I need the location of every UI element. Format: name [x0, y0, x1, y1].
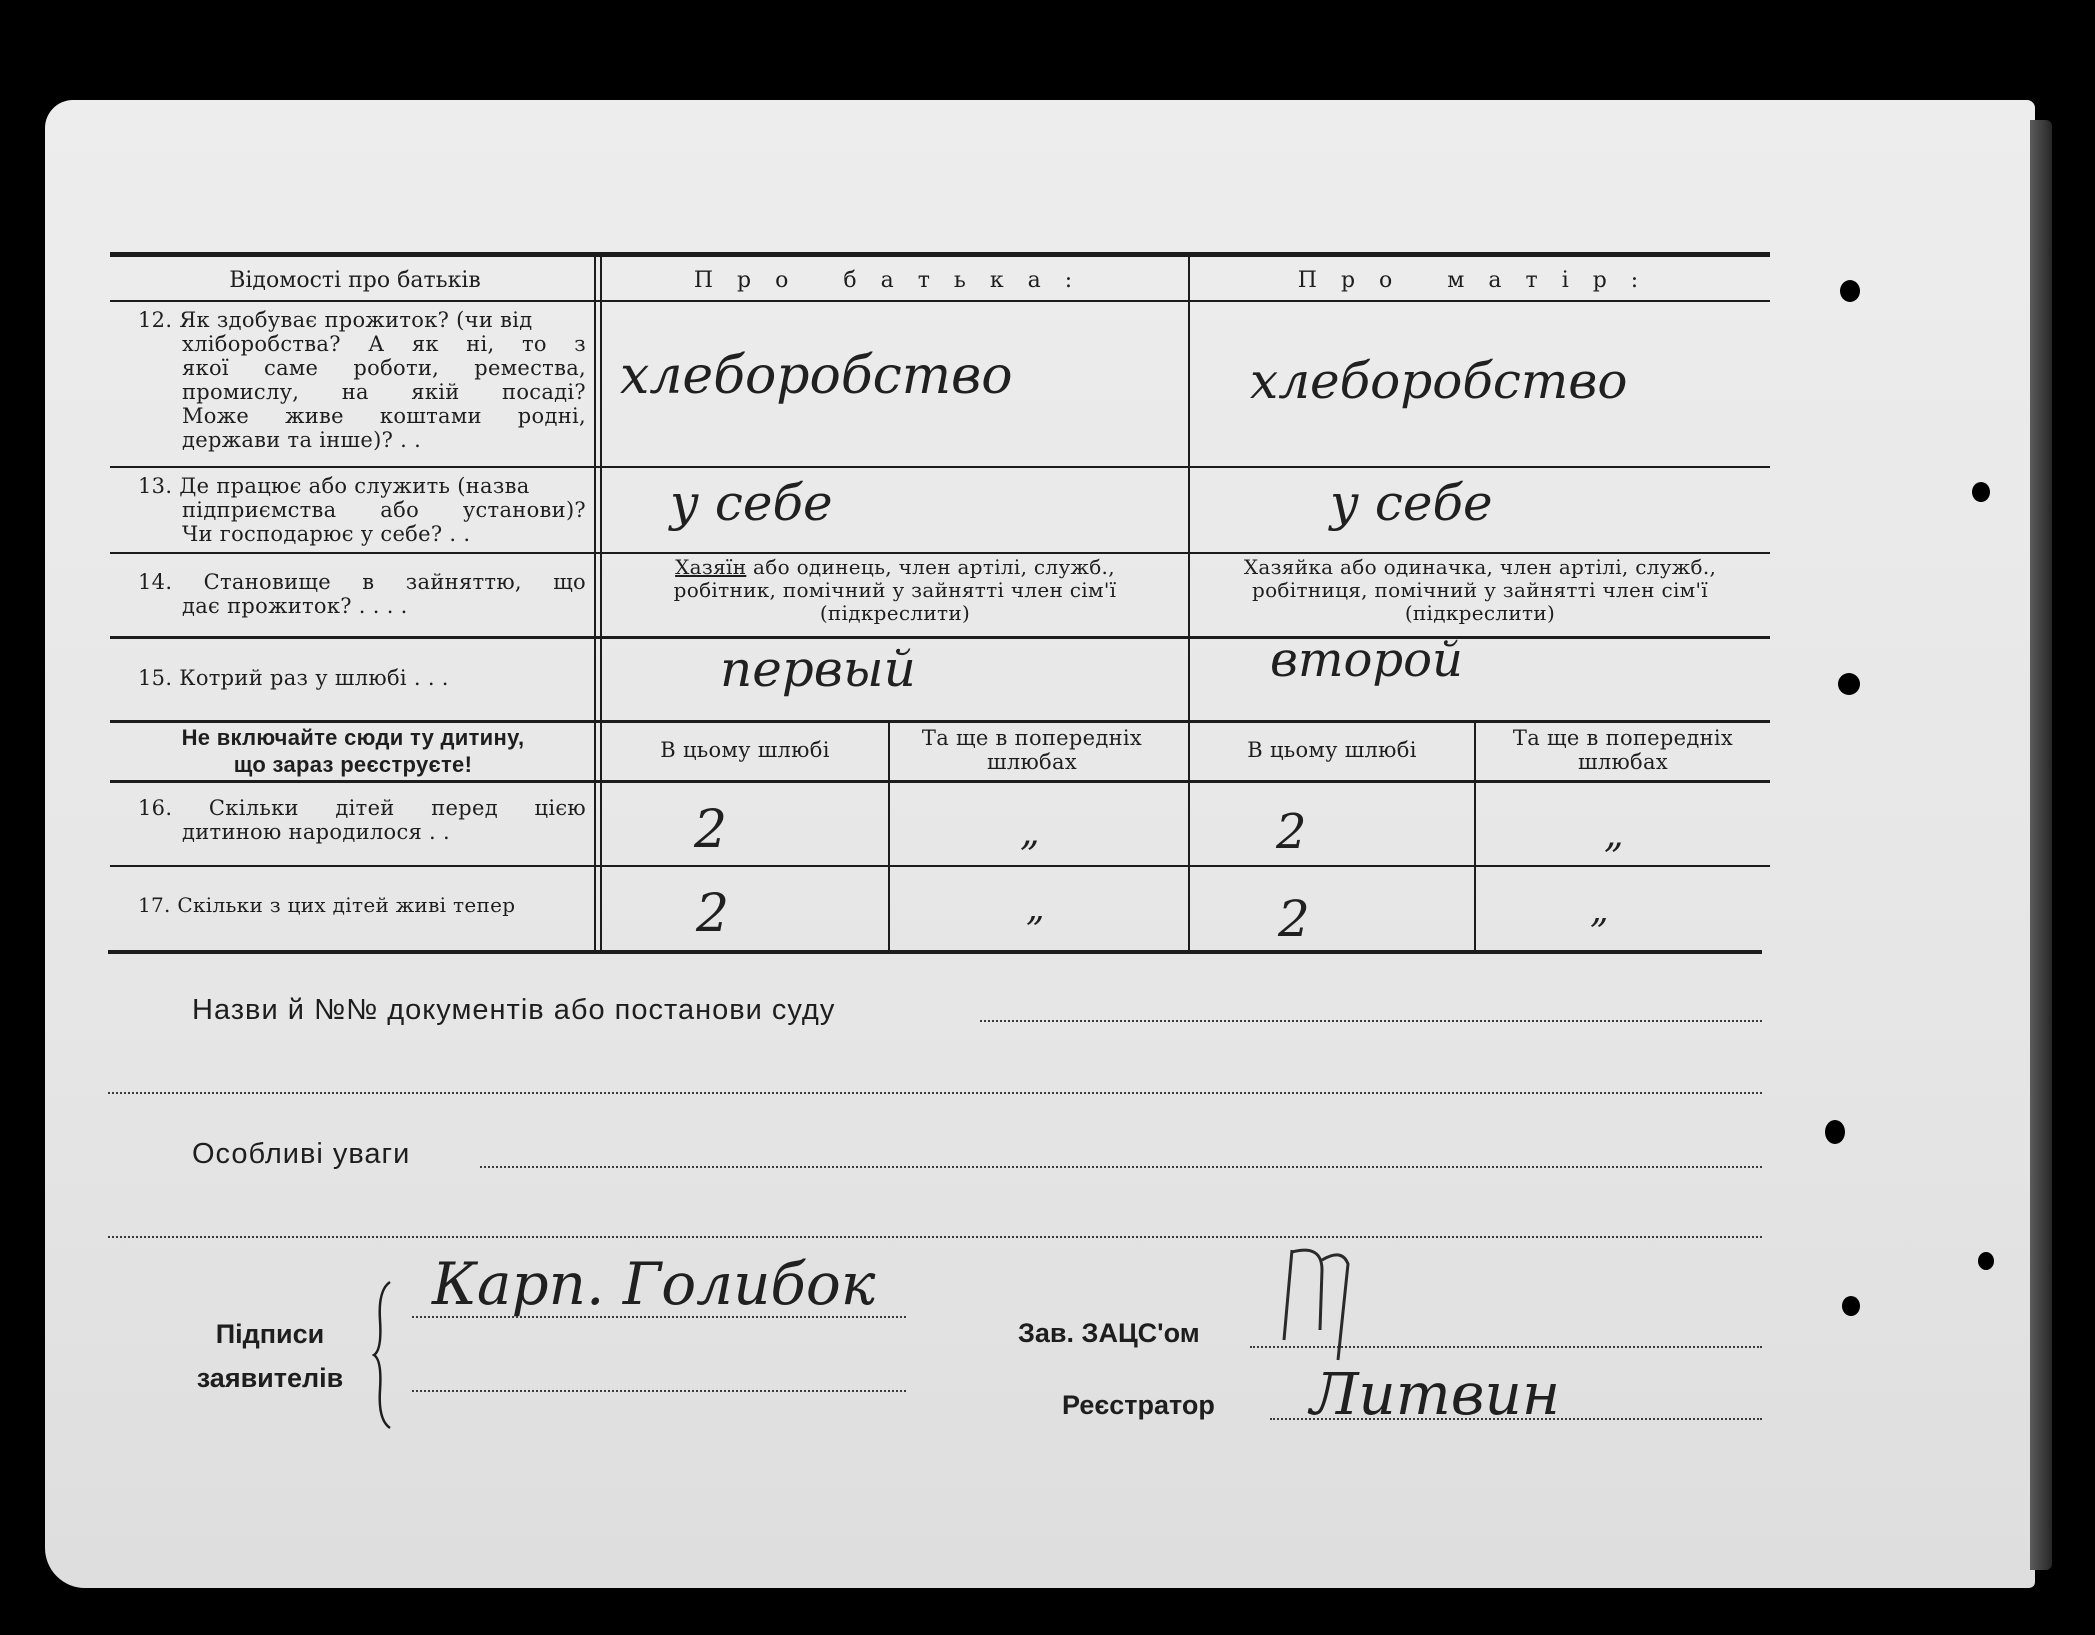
mother-occupation-status: Хазяйка або одиначка, член артілі, служб., робітниця, помічний у зайнятті член сім'ї (підкреслити) — [1243, 555, 1717, 625]
head-signature-mark — [1262, 1240, 1382, 1370]
applicant-signature-line-2 — [412, 1390, 906, 1392]
column-rule — [1474, 722, 1476, 952]
punch-hole — [1838, 673, 1860, 695]
mother-children-alive-this: 2 — [1278, 890, 1310, 948]
column-rule — [600, 256, 602, 952]
question-15: 15. Котрий раз у шлюбі . . . — [138, 666, 449, 690]
applicants-label: Підписи заявителів — [196, 1319, 344, 1393]
father-children-previous: „ — [1020, 810, 1040, 854]
punch-hole — [1842, 1296, 1860, 1316]
question-16: 16. Скільки дітей перед цією дитиною народилося . . — [138, 796, 586, 844]
mother-livelihood: хлеборобство — [1250, 352, 1628, 410]
father-children-alive-previous: „ — [1026, 888, 1045, 929]
column-rule — [1188, 256, 1190, 952]
header-about-mother: Про матір: — [1297, 268, 1663, 293]
table-rule — [110, 552, 1770, 554]
column-rule — [594, 256, 596, 952]
documents-line — [980, 1020, 1762, 1022]
header-father-previous: Та ще в попередніх шлюбах — [921, 726, 1143, 774]
head-label: Зав. ЗАЦС'ом — [1018, 1318, 1200, 1348]
brace-icon — [372, 1280, 396, 1430]
applicant-signature: Карп. Голибок — [432, 1250, 876, 1318]
documents-line-2 — [108, 1092, 1762, 1094]
table-rule — [110, 720, 1770, 723]
father-marriage-count: первый — [720, 640, 916, 698]
table-rule — [110, 865, 1770, 867]
mother-children-this: 2 — [1276, 804, 1307, 860]
father-livelihood: хлеборобство — [620, 346, 1013, 406]
column-rule — [888, 722, 890, 952]
question-12: 12. Як здобуває прожиток? (чи від хліборобства? А як ні, то з якої саме роботи, ремества, промислу, на якій посаді? Може живе коштами родні, держави та інше)? . . — [138, 308, 586, 452]
father-children-alive-this: 2 — [696, 884, 730, 944]
header-mother-previous: Та ще в попередніх шлюбах — [1512, 726, 1734, 774]
mother-children-previous: „ — [1604, 812, 1624, 856]
notes-label: Особливі уваги — [192, 1138, 411, 1170]
header-parents-info: Відомості про батьків — [229, 268, 481, 293]
question-17: 17. Скільки з цих дітей живі тепер — [138, 893, 516, 917]
header-father-this-marriage: В цьому шлюбі — [660, 738, 830, 762]
sheet-edge — [2030, 120, 2052, 1570]
mother-marriage-count: второй — [1270, 632, 1463, 688]
father-workplace: у себе — [670, 474, 833, 532]
father-occupation-status: Хазяїн або одинець, член артілі, служб., робітник, помічний у зайнятті член сім'ї (підкреслити) — [673, 555, 1117, 625]
header-mother-this-marriage: В цьому шлюбі — [1247, 738, 1417, 762]
table-rule — [110, 636, 1770, 639]
header-about-father: Про батька: — [693, 268, 1097, 293]
question-14: 14. Становище в зайняттю, що дає прожиток? . . . . — [138, 570, 586, 618]
table-rule — [110, 780, 1770, 783]
registrar-label: Реєстратор — [1062, 1390, 1215, 1420]
children-note: Не включайте сюди ту дитину, що зараз реєструєте! — [181, 725, 525, 777]
notes-line — [480, 1166, 1762, 1168]
table-top-rule — [110, 252, 1770, 257]
table-bottom-rule — [108, 950, 1762, 954]
registrar-signature: Литвин — [1310, 1360, 1561, 1428]
notes-line-2 — [108, 1236, 1762, 1238]
punch-hole — [1972, 482, 1990, 502]
mother-workplace: у себе — [1330, 474, 1493, 532]
punch-hole — [1978, 1252, 1994, 1270]
table-rule — [110, 466, 1770, 468]
punch-hole — [1825, 1120, 1845, 1144]
table-rule — [110, 300, 1770, 302]
father-children-this: 2 — [694, 800, 728, 860]
mother-children-alive-previous: „ — [1590, 890, 1609, 931]
punch-hole — [1840, 280, 1860, 302]
applicant-signature-line-1 — [412, 1316, 906, 1318]
documents-label: Назви й №№ документів або постанови суду — [192, 994, 836, 1026]
question-13: 13. Де працює або служить (назва підприємства або установи)? Чи господарює у себе? . . — [138, 474, 586, 546]
